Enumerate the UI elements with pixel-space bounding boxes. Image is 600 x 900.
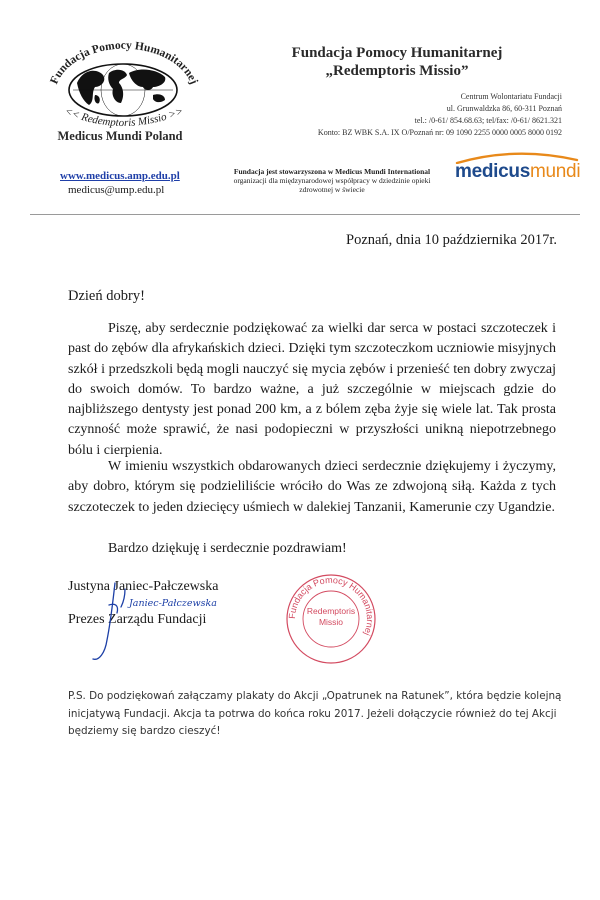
medicus-mundi-logo bbox=[455, 150, 580, 190]
signer-name: Justyna Janiec-Pałczewska bbox=[68, 579, 219, 594]
letter-greeting: Dzień dobry! bbox=[68, 288, 145, 304]
org-name: Fundacja Pomocy Humanitarnej bbox=[291, 45, 503, 61]
postscript: P.S. Do podziękowań załączamy plakaty do Akcji „Opatrunek na Ratunek”, która będzie kolejną inicjatywą Fundacji. Akcja ta potrwa do końca roku 2017. Jeżeli dołączycie również do tej Akcji będziemy się bardzo cieszyć! bbox=[68, 690, 562, 737]
org-phone: tel.: /0-61/ 854.68.63; tel/fax: /0-61/ 8621.321 bbox=[414, 116, 562, 125]
letter-date: Poznań, dnia 10 października 2017r. bbox=[346, 232, 557, 248]
org-address: ul. Grunwaldzka 86, 60-311 Poznań bbox=[446, 104, 562, 113]
letter-closing: Bardzo dziękuję i serdecznie pozdrawiam! bbox=[108, 541, 347, 556]
signer-role: Prezes Zarządu Fundacji bbox=[68, 612, 207, 627]
stamp-line-1: Redemptoris bbox=[306, 606, 356, 616]
globe-icon bbox=[69, 64, 177, 116]
handwritten-signature bbox=[85, 575, 245, 670]
stamp-arc-text: Fundacja Pomocy Humanitarnej bbox=[286, 574, 376, 638]
foundation-logo bbox=[25, 35, 215, 130]
logo-subtitle: Medicus Mundi Poland bbox=[57, 129, 183, 143]
signature-text: Janiec-Pałczewska bbox=[129, 598, 217, 609]
email-address: medicus@ump.edu.pl bbox=[68, 184, 165, 196]
logo-arc-text: Fundacja Pomocy Humanitarnej bbox=[48, 39, 200, 87]
letter-paragraph-1: Piszę, aby serdecznie podziękować za wielki dar serca w postaci szczoteczek i past do zębów dla afrykańskich dzieci. Dzięki tym szczoteczkom uczniowie misyjnych szkół i przedszkoli będą mogli nauczyć się mycia zębów i przenieść ten dobry zwyczaj do swoich domów. To bardzo ważne, a już szczególnie w miejscach gdzie do najbliższego dentysty jest ponad 200 km, a z bólem zęba żyje się wiele lat. Tak prosta czynność może sprawić, że nasi podopieczni w przyszłości unikną niepotrzebnego bólu i cierpienia. bbox=[68, 321, 556, 458]
foundation-stamp bbox=[285, 573, 377, 665]
org-subname: „Redemptoris Missio” bbox=[325, 63, 469, 79]
logo-word-mundi: mundi bbox=[530, 161, 581, 182]
logo-word-medicus: medicus bbox=[455, 161, 530, 182]
membership-title: Fundacja jest stowarzyszona w Medicus Mundi International bbox=[233, 167, 431, 176]
website-link[interactable]: www.medicus.amp.edu.pl bbox=[60, 170, 180, 182]
org-bank-account: Konto: BZ WBK S.A. IX O/Poznań nr: 09 1090 2255 0000 0005 8000 0192 bbox=[317, 128, 562, 137]
membership-subtitle: organizacji dla międzynarodowej współpracy w dziedzinie opieki zdrowotnej w świecie bbox=[233, 176, 431, 194]
header-divider bbox=[30, 214, 580, 215]
letter-paragraph-2: W imieniu wszystkich obdarowanych dzieci serdecznie dziękujemy i życzymy, aby dobro, którym się podzieliliście wróciło do Was ze zdwojoną siłą. Każda z tych szczoteczek to jeden dziecięcy uśmiech w dalekiej Tanzanii, Kamerunie czy Ugandzie. bbox=[68, 459, 556, 515]
stamp-line-2: Missio bbox=[318, 617, 344, 627]
logo-bottom-text: << Redemptoris Missio >> bbox=[63, 105, 185, 130]
membership-note bbox=[217, 167, 447, 194]
org-center: Centrum Wolontariatu Fundacji bbox=[460, 92, 562, 101]
